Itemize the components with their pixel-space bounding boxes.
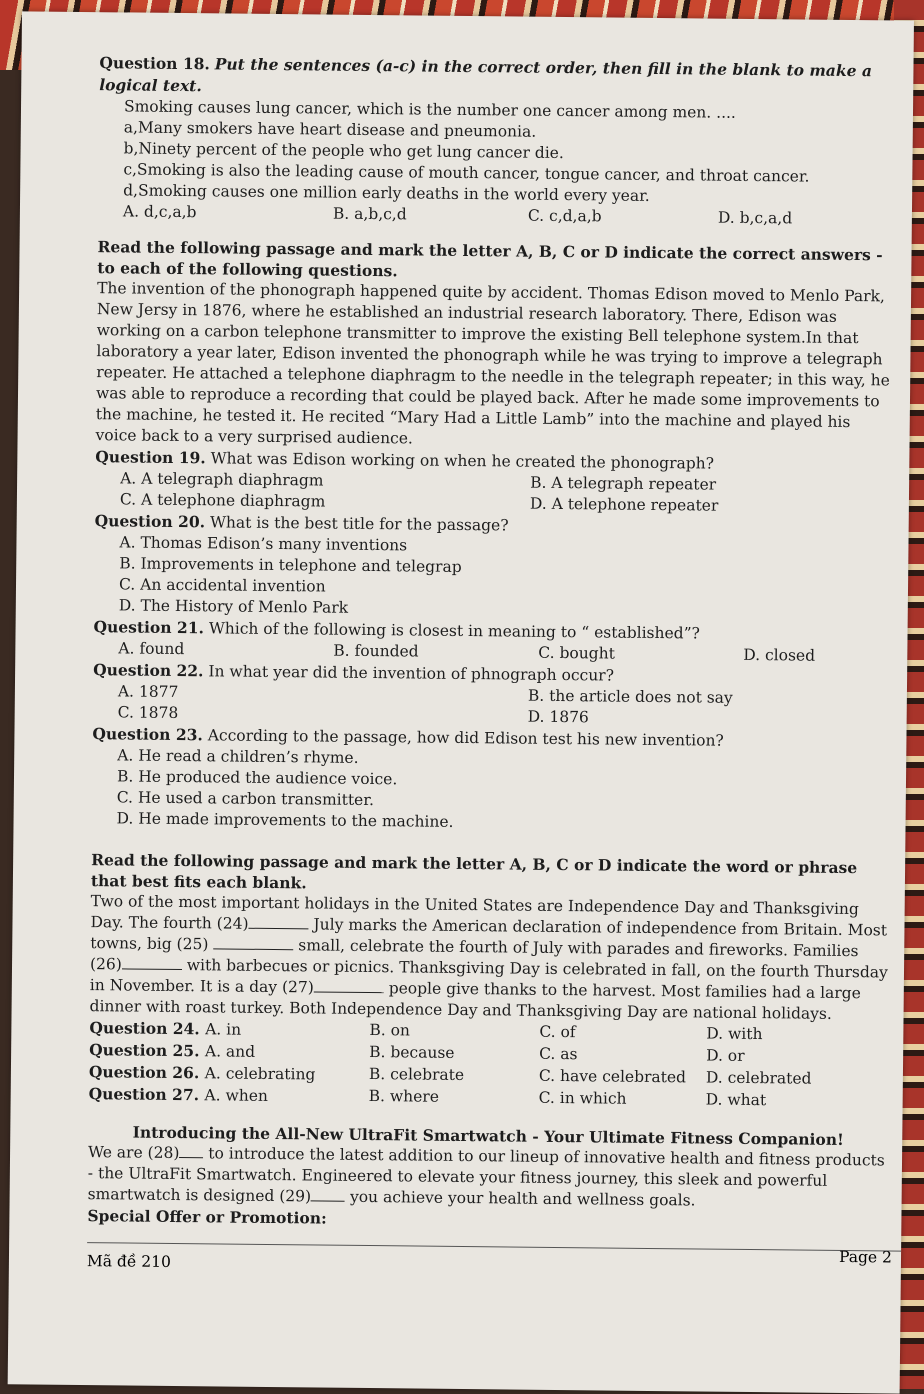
option-c[interactable]: C. as xyxy=(539,1044,578,1064)
exam-paper xyxy=(8,11,914,1393)
q18-intro: Smoking causes lung cancer, which is the number one cancer among men. .... xyxy=(123,97,737,122)
ad-title: Introducing the All-New UltraFit Smartwatch - Your Ultimate Fitness Companion! xyxy=(132,1122,844,1149)
passage-part-4: with barbecues or picnics. Thanksgiving Day is celebrated in fall, on the fourth Thursday in November. It is a day (27) xyxy=(89,956,888,997)
reading-passage-2 xyxy=(89,891,890,1025)
option-b[interactable]: B. a,b,c,d xyxy=(332,204,407,224)
option-c[interactable]: C. bought xyxy=(538,643,615,663)
question-text: In what year did the invention of phnograph occur? xyxy=(208,662,615,685)
question-label: Question 19. xyxy=(95,447,206,468)
option-d[interactable]: D. or xyxy=(706,1046,745,1065)
option-a[interactable]: A. 1877 xyxy=(117,682,179,702)
q26-label-and-a: Question 26. A. celebrating xyxy=(88,1062,316,1084)
option-c[interactable]: C. of xyxy=(539,1022,576,1042)
option-b[interactable]: B. Improvements in telephone and telegrap xyxy=(119,554,462,576)
option-a[interactable]: A. He read a children’s rhyme. xyxy=(117,746,359,767)
exam-code: Mã đề 210 xyxy=(86,1252,172,1271)
blank-24[interactable] xyxy=(248,928,308,930)
option-a[interactable]: A. when xyxy=(204,1086,269,1105)
reading-instruction-2: Read the following passage and mark the letter A, B, C or D indicate the word or phrase that best fits each blank. xyxy=(90,850,858,893)
blank-25[interactable] xyxy=(213,948,293,950)
option-b[interactable]: B. where xyxy=(368,1087,440,1106)
option-b[interactable]: B. A telegraph repeater xyxy=(530,473,717,494)
option-d[interactable]: D. what xyxy=(705,1090,767,1110)
q25-label-and-a: Question 25. A. and xyxy=(89,1040,256,1061)
option-d[interactable]: D. closed xyxy=(743,645,816,665)
passage-part-1: Two of the most important holidays in the United States are Independence Day and Thanksgiving Day. The fourth (24) xyxy=(90,892,859,933)
passage-part-5: people give thanks to the harvest. Most families had a large dinner with roast turkey. Both Independence Day and Thanksgiving Day are national holidays. xyxy=(89,979,861,1023)
question-text: According to the passage, how did Edison test his new invention? xyxy=(207,726,724,750)
option-b[interactable]: B. He produced the audience voice. xyxy=(116,767,398,789)
option-a[interactable]: A. d,c,a,b xyxy=(122,202,197,222)
question-label: Question 18. xyxy=(99,53,210,74)
q24-label-and-a: Question 24. A. in xyxy=(89,1018,242,1039)
option-c[interactable]: C. A telephone diaphragm xyxy=(119,490,326,511)
q18-sentence-b: b,Ninety percent of the people who get lung cancer die. xyxy=(123,139,564,163)
page-number: Page 2 xyxy=(838,1247,892,1267)
special-offer-heading: Special Offer or Promotion: xyxy=(87,1206,327,1228)
option-b[interactable]: B. celebrate xyxy=(368,1065,465,1085)
option-c[interactable]: C. An accidental invention xyxy=(118,575,326,596)
option-d[interactable]: D. The History of Menlo Park xyxy=(118,596,349,617)
question-text: What was Edison working on when he created the phonograph? xyxy=(210,449,715,473)
option-d[interactable]: D. celebrated xyxy=(705,1068,812,1088)
reading-passage-1: The invention of the phonograph happened quite by accident. Thomas Edison moved to Menlo Park, New Jersy in 1876, where he established an industrial research laboratory. There, Edison was working on a carbon telephone transmitter to improve the existing Bell telephone system.In that laboratory a year later, Edison invented the phonograph while he was trying to improve a telegraph repeater. He attached a telephone diaphragm to the needle in the telegraph repeater; in this way, he was able to reproduce a recording that could be played back. After he made some improvements to the machine, he tested it. He recited “Mary Had a Little Lamb” into the machine and played his voice back to a very surprised audience. xyxy=(95,279,890,448)
spacer xyxy=(279,1041,369,1064)
option-a[interactable]: A. found xyxy=(118,639,185,659)
passage-part-2: July marks the American declaration of independence from Britain. Most towns, big (25) xyxy=(90,915,888,954)
option-c[interactable]: C. 1878 xyxy=(117,703,179,723)
blank-26[interactable] xyxy=(122,968,182,970)
option-d[interactable]: D. A telephone repeater xyxy=(529,494,719,515)
reading-instruction-1: Read the following passage and mark the letter A, B, C or D indicate the correct answers - to each of the following questions. xyxy=(97,237,883,281)
question-label: Question 23. xyxy=(92,724,203,745)
exam-content xyxy=(87,52,899,1234)
option-c[interactable]: C. have celebrated xyxy=(538,1066,687,1087)
q18-sentence-a: a,Many smokers have heart disease and pneumonia. xyxy=(123,118,537,141)
q18-sentence-d: d,Smoking causes one million early deaths in the world every year. xyxy=(123,181,650,205)
option-c[interactable]: C. in which xyxy=(538,1088,627,1108)
option-c[interactable]: C. He used a carbon transmitter. xyxy=(116,788,375,810)
question-text: What is the best title for the passage? xyxy=(209,513,509,535)
option-d[interactable]: D. He made improvements to the machine. xyxy=(116,809,454,831)
option-d[interactable]: D. 1876 xyxy=(527,707,589,727)
question-label: Question 21. xyxy=(93,617,205,638)
option-c[interactable]: C. c,d,a,b xyxy=(527,206,602,226)
option-b[interactable]: B. because xyxy=(369,1043,455,1062)
ad-part-1: We are (28) xyxy=(87,1143,180,1163)
ad-part-3: you achieve your health and wellness goals. xyxy=(349,1187,696,1210)
question-prompt: Put the sentences (a-c) in the correct order, then fill in the blank to make a logical text. xyxy=(99,54,873,96)
ad-part-2: to introduce the latest addition to our lineup of innovative health and fitness products - the UltraFit Smartwatch. Engineered to elevate your fitness journey, this sleek and powerful smartwatch is designed (29) xyxy=(87,1144,885,1206)
footer-divider xyxy=(87,1242,901,1252)
option-d[interactable]: D. with xyxy=(706,1024,763,1044)
passage-part-3: small, celebrate the fourth of July with parades and fireworks. Families (26) xyxy=(89,936,859,974)
option-a[interactable]: A. and xyxy=(204,1042,256,1061)
q18-sentence-c: c,Smoking is also the leading cause of mouth cancer, tongue cancer, and throat cancer. xyxy=(123,160,810,186)
blank-29[interactable] xyxy=(311,1200,345,1201)
option-a[interactable]: A. A telegraph diaphragm xyxy=(120,469,324,490)
blank-28[interactable] xyxy=(179,1157,203,1158)
q27-label-and-a: Question 27. A. when xyxy=(88,1084,269,1105)
option-b[interactable]: B. founded xyxy=(333,641,419,661)
ad-paragraph xyxy=(88,1142,889,1213)
question-text: Which of the following is closest in meaning to “ established”? xyxy=(208,619,700,643)
spacer xyxy=(279,1019,369,1042)
option-a[interactable]: A. Thomas Edison’s many inventions xyxy=(119,533,408,555)
option-a[interactable]: A. in xyxy=(205,1020,242,1039)
option-b[interactable]: B. on xyxy=(369,1021,411,1040)
option-a[interactable]: A. celebrating xyxy=(204,1064,316,1084)
option-b[interactable]: B. the article does not say xyxy=(527,686,733,707)
question-label: Question 22. xyxy=(93,660,204,681)
blank-27[interactable] xyxy=(314,991,384,993)
question-label: Question 20. xyxy=(94,511,206,532)
option-d[interactable]: D. b,c,a,d xyxy=(717,208,793,228)
